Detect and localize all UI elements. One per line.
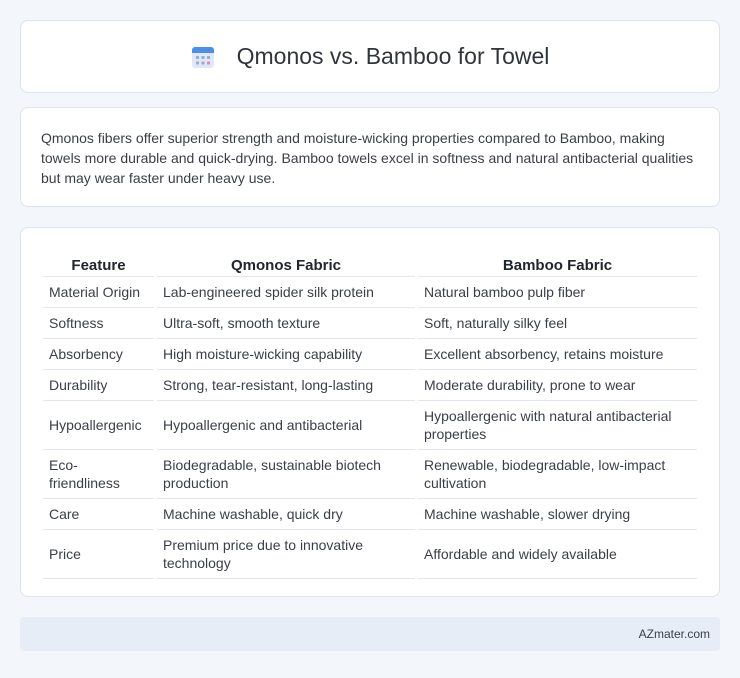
- table-header-row: [43, 250, 697, 277]
- cell-qmonos: Biodegradable, sustainable biotech production: [157, 450, 415, 499]
- cell-bamboo: Soft, naturally silky feel: [418, 308, 697, 339]
- header-qmonos: Qmonos Fabric: [157, 250, 415, 277]
- cell-bamboo: Machine washable, slower drying: [418, 499, 697, 530]
- cell-bamboo: Affordable and widely available: [418, 530, 697, 579]
- summary-card: [20, 107, 720, 207]
- cell-qmonos: Hypoallergenic and antibacterial: [157, 401, 415, 450]
- cell-qmonos: Strong, tear-resistant, long-lasting: [157, 370, 415, 401]
- table-row: [43, 499, 697, 530]
- table-row: [43, 339, 697, 370]
- footer: [20, 617, 720, 651]
- page-title: Qmonos vs. Bamboo for Towel: [236, 43, 550, 69]
- cell-feature: Durability: [43, 370, 154, 401]
- cell-qmonos: Premium price due to innovative technology: [157, 530, 415, 579]
- cell-feature: Hypoallergenic: [43, 401, 154, 450]
- cell-bamboo: Natural bamboo pulp fiber: [418, 277, 697, 308]
- comparison-table: [40, 250, 700, 579]
- cell-feature: Care: [43, 499, 154, 530]
- table-row: [43, 277, 697, 308]
- cell-qmonos: Machine washable, quick dry: [157, 499, 415, 530]
- table-row: [43, 530, 697, 579]
- cell-feature: Eco-friendliness: [43, 450, 154, 499]
- cell-feature: Absorbency: [43, 339, 154, 370]
- table-row: [43, 370, 697, 401]
- cell-qmonos: Lab-engineered spider silk protein: [157, 277, 415, 308]
- summary-text: Qmonos fibers offer superior strength and moisture-wicking properties compared to Bamboo, making towels more durable and quick-drying. Bamboo towels excel in softness and natural antibacterial qualities but may wear faster under heavy use.: [41, 130, 694, 186]
- header-bamboo: Bamboo Fabric: [418, 250, 697, 277]
- cell-qmonos: High moisture-wicking capability: [157, 339, 415, 370]
- cell-feature: Softness: [43, 308, 154, 339]
- cell-feature: Price: [43, 530, 154, 579]
- cell-feature: Material Origin: [43, 277, 154, 308]
- cell-bamboo: Renewable, biodegradable, low-impact cultivation: [418, 450, 697, 499]
- title-card: [20, 20, 720, 93]
- calendar-icon: [191, 45, 215, 69]
- table-row: [43, 401, 697, 450]
- cell-bamboo: Hypoallergenic with natural antibacterial properties: [418, 401, 697, 450]
- table-row: [43, 308, 697, 339]
- table-row: [43, 450, 697, 499]
- cell-bamboo: Moderate durability, prone to wear: [418, 370, 697, 401]
- cell-qmonos: Ultra-soft, smooth texture: [157, 308, 415, 339]
- footer-brand: AZmater.com: [638, 627, 710, 641]
- header-feature: Feature: [43, 250, 154, 277]
- comparison-table-card: [20, 227, 720, 597]
- cell-bamboo: Excellent absorbency, retains moisture: [418, 339, 697, 370]
